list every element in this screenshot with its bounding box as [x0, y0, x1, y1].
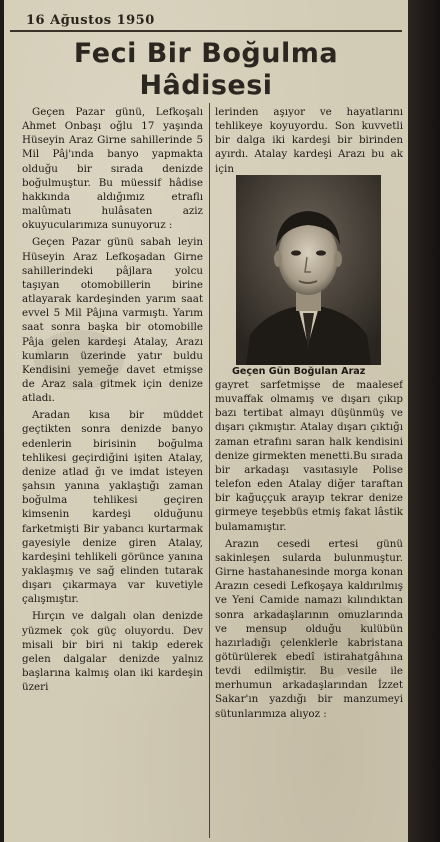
headline-line-2: Hâdisesi: [139, 70, 273, 101]
page-edge-shadow: [408, 0, 440, 842]
column-divider: [209, 103, 210, 838]
issue-date: 16 Ağustos 1950: [26, 13, 155, 28]
article-paragraph: Hırçın ve dalgalı olan denizde yüzmek çok güç oluyordu. Dev misali bir biri ni takip ederek gelen dalgalar denizde yalnız başlarına kalmış olan iki kardeşin üzeri: [22, 610, 203, 694]
article-right-column-top: [215, 105, 403, 179]
photo-caption: Geçen Gün Boğulan Araz: [232, 366, 366, 377]
article-paragraph: Geçen Pazar günü sabah leyin Hüseyin Araz Lefkoşadan Girne sahillerindeki pâjlara yolcu taşıyan otomobillerin birine atlayarak kardeşinden yarım saat evvel 5 Mil Pâjına varmıştı. Yarım saat sonra başka bir otomobille Pâja gelen kardeşi Atalay, Arazı kumların üzerinde yatır buldu Kendisini yemeğe davet etmişse de Araz sala gitmek için denize atladı.: [22, 236, 203, 405]
article-paragraph: lerinden aşıyor ve hayatlarını tehlikeye koyuyordu. Son kuvvetli bir dalga iki kardeşi bir birinden ayırdı. Atalay kardeşi Arazı bu ak için: [215, 106, 403, 175]
headline-line-1: Feci Bir Boğulma: [73, 38, 339, 69]
article-paragraph: gayret sarfetmişse de maalesef muvaffak olmamış ve dışarı çıkıp bazı tertibat almayı düşünmüş ve dışarı çıkmıştır. Atalay dışarı çıktığı zaman etrafını saran halk kendisini denize girmekten menetti.Bu sırada bir arkadaşı vasıtasıyle Polise telefon eden Atalay diğer taraftan bir kağuççuk arayıp tekrar denize girmeye teşebbüs etmiş fakat lâstik bulamamıştır.: [215, 379, 403, 533]
portrait-photo: [236, 175, 381, 365]
portrait-illustration: [236, 175, 381, 365]
article-paragraph: Arazın cesedi ertesi günü sakinleşen sularda bulunmuştur. Girne hastahanesinde morga konan Arazın cesedi Lefkoşaya kaldırılmış ve Yeni Camide namazı kılındıktan sonra arkadaşlarının omuzlarında ve mensup olduğu kulübün hazırladığı çelenklerle kabristana götürülerek ebedî istirahatgâhına tevdi edilmiştir. Bu vesile ile merhumun arkadaşlarından İzzet Sakar'ın yazdığı bir manzumeyi sütunlarımıza alıyoz :: [215, 537, 403, 720]
article-left-column: [22, 105, 203, 835]
article-headline: [10, 40, 402, 99]
article-paragraph: Aradan kısa bir müddet geçtikten sonra denizde banyo edenlerin birisinin boğulma tehlikesi geçirdiğini işiten Atalay, denize atlad ğı ve imdat isteyen şahsın yanına yaklaştığı zaman boğulma tehlikesi geçiren kimsenin kardeşi olduğunu farketmişti Bir yabancı kurtarmak gayesiyle denize giren Atalay, kardeşini tehlikeli görünce yanına yaklaşmış ve sağ elinden tutarak dışarı çıkarmaya var kuvetiyle çalışmıştır.: [22, 409, 203, 606]
article-right-column-bottom: [215, 378, 403, 834]
article-paragraph: Geçen Pazar günü, Lefkoşalı Ahmet Onbaşı oğlu 17 yaşında Hüseyin Araz Girne sahillerinde 5 Mil Pâj'ında banyo yapmakta olduğu bir sırada denizde boğulmuştur. Bu müessif hâdise hakkında aldığımız etraflı malûmatı hulâsaten aziz okuyucularımıza sunuyoruz :: [22, 106, 203, 232]
header-rule: [10, 30, 402, 32]
